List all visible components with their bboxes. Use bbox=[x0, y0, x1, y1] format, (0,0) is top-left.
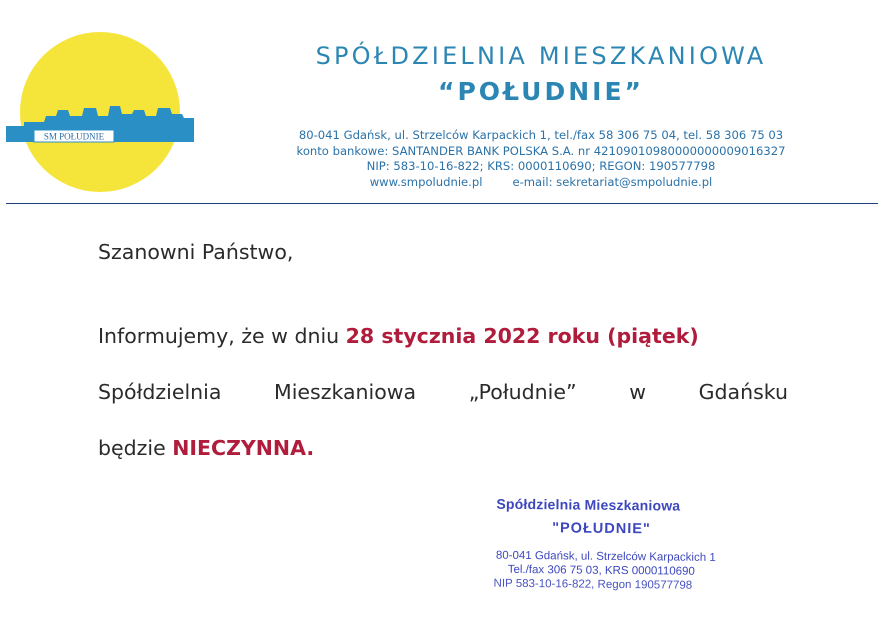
logo-sun bbox=[20, 32, 180, 192]
stamp-line-4: Tel./fax 306 75 03, KRS 0000110690 bbox=[507, 563, 695, 578]
line1-text: Informujemy, że w dniu bbox=[98, 324, 346, 348]
stamp-line-2: "POŁUDNIE" bbox=[552, 520, 651, 538]
stamp-line-1: Spółdzielnia Mieszkaniowa bbox=[496, 495, 681, 514]
closed-status: NIECZYNNA. bbox=[172, 436, 315, 460]
stamp-line-3: 80-041 Gdańsk, ul. Strzelców Karpackich 1 bbox=[495, 549, 716, 564]
letter-body bbox=[98, 240, 788, 460]
line2-word: „Południe” bbox=[468, 380, 577, 404]
line2-word: Gdańsku bbox=[698, 380, 788, 404]
organization-logo bbox=[4, 30, 194, 195]
letter-line-1 bbox=[98, 324, 699, 348]
line2-word: Spółdzielnia bbox=[98, 380, 222, 404]
web-contact-line bbox=[236, 175, 846, 191]
line2-word: Mieszkaniowa bbox=[274, 380, 417, 404]
bank-account-line: konto bankowe: SANTANDER BANK POLSKA S.A. nr 42109010980000000009016327 bbox=[296, 143, 786, 158]
letter-line-3 bbox=[98, 436, 314, 460]
website-link[interactable]: www.smpoludnie.pl bbox=[369, 174, 483, 189]
line3-text: będzie bbox=[98, 436, 173, 460]
header-divider bbox=[6, 203, 878, 204]
stamp-line-5: NIP 583-10-16-822, Regon 190577798 bbox=[493, 577, 693, 592]
organization-name-line1: SPÓŁDZIELNIA MIESZKANIOWA bbox=[315, 42, 767, 70]
email-link[interactable]: e-mail: sekretariat@smpoludnie.pl bbox=[512, 174, 713, 189]
letter-line-2 bbox=[98, 380, 788, 404]
organization-name bbox=[236, 38, 846, 110]
address-line: 80-041 Gdańsk, ul. Strzelców Karpackich 1, tel./fax 58 306 75 04, tel. 58 306 75 03 bbox=[298, 128, 784, 142]
registration-ids-line: NIP: 583-10-16-822; KRS: 0000110690; REGON: 190577798 bbox=[366, 159, 716, 173]
organization-stamp bbox=[484, 496, 760, 593]
contact-info bbox=[236, 128, 846, 190]
line2-word: w bbox=[629, 380, 646, 404]
logo-graphic bbox=[4, 30, 194, 195]
organization-name-line2: “POŁUDNIE” bbox=[438, 77, 644, 106]
logo-label-text: SM POŁUDNIE bbox=[43, 131, 105, 142]
closing-date: 28 stycznia 2022 roku (piątek) bbox=[345, 324, 699, 348]
greeting: Szanowni Państwo, bbox=[98, 240, 294, 264]
